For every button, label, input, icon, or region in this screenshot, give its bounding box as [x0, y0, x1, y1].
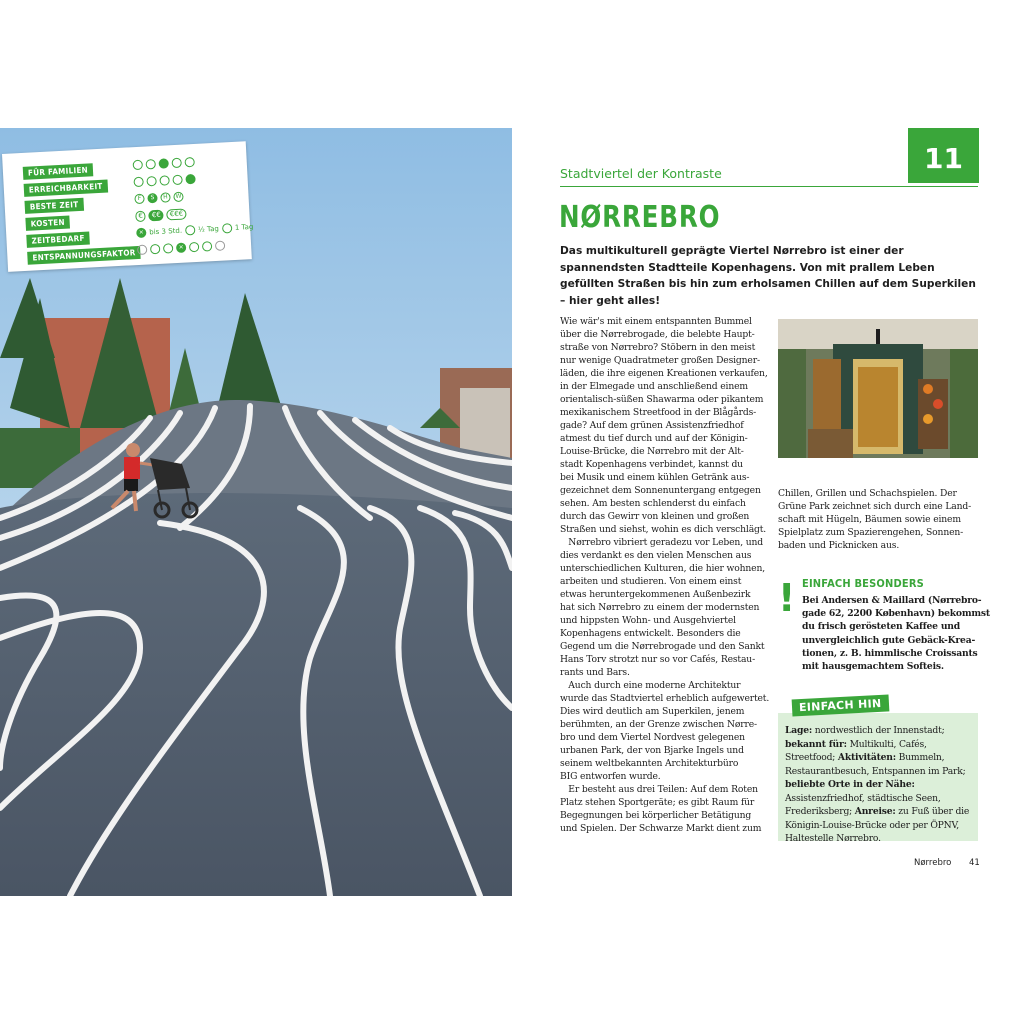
section-title: Stadtviertel der Kontraste [560, 166, 722, 181]
cost-rating [135, 206, 186, 223]
anreise-value: zu Fuß über die Königin-Louise-Brücke oder per ÖPNV, Haltestelle Nørrebro. [785, 806, 970, 844]
bekannt-value: Multikulti, Cafés, Streetfood; [785, 738, 927, 763]
relax-rating [137, 238, 226, 257]
time-option-day: 1 Tag [234, 222, 254, 232]
smiley-filled-icon [185, 174, 196, 185]
smiley-icon [145, 159, 156, 170]
shop-photo [778, 319, 978, 458]
lage-value: nordwestlich der Innenstadt; [812, 725, 945, 736]
smiley-icon [172, 175, 183, 186]
anreise-label: Anreise: [854, 806, 896, 817]
season-winter-icon: W [173, 192, 184, 203]
cost-high-icon: €€€ [166, 208, 186, 220]
time-rating [136, 220, 254, 240]
info-label-familien: FÜR FAMILIEN [23, 163, 94, 180]
reach-rating [133, 172, 196, 189]
info-label-erreichbarkeit: ERREICHBARKEIT [24, 180, 108, 197]
smiley-icon [171, 158, 182, 169]
info-box-text [785, 724, 975, 846]
besonders-heading: EINFACH BESONDERS [802, 577, 924, 590]
page-number: 41 [969, 858, 980, 868]
cost-mid-icon: €€ [149, 209, 164, 221]
title-rule [560, 186, 978, 187]
smiley-icon [159, 175, 170, 186]
circle-icon [189, 242, 200, 253]
smiley-icon [133, 177, 144, 188]
lead-paragraph: Das multikulturell geprägte Viertel Nørrebro ist einer der spannendsten Stadtteile Kopenhagens. Von mit prallem Leben gefüllten Straßen bis hin zum erholsamen Chillen auf dem Superkilen – hier geht alles! [560, 245, 976, 307]
orte-label: beliebte Orte in der Nähe: [785, 779, 915, 790]
circle-icon [202, 241, 213, 252]
info-card [2, 141, 252, 272]
relax-icon [137, 245, 148, 256]
season-spring-icon: F [134, 194, 145, 205]
circle-icon [150, 244, 161, 255]
circle-icon [163, 243, 174, 254]
besonders-text: Bei Andersen & Maillard (Nørrebro- gade 62, 2200 København) bekommst du frisch gerösteten Kaffee und unvergleichlich gute Gebäck-Krea- tionen, z. B. himmlische Croissants mit hausgemachtem Softeis. [802, 595, 990, 673]
footer-title: Nørrebro [914, 858, 952, 868]
info-label-beste-zeit: BESTE ZEIT [24, 198, 83, 214]
page-title: NØRREBRO [559, 200, 721, 235]
hin-badge: EINFACH HIN [792, 694, 889, 716]
chapter-number: 11 [908, 128, 979, 183]
bekannt-label: bekannt für: [785, 738, 847, 750]
smiley-icon [133, 160, 144, 171]
body-column-1: Wie wär's mit einem entspannten Bummel über die Nørrebrogade, die belebte Haupt- straße von Nørrebro? Stöbern in den meist nur wenige Quadratmeter großen Designer- läden, die ihre eigenen Kreationen verkaufen, in der Elmegade und anschließend einem orientalisch-süßen Shawarma oder pikantem mexikanischem Streetfood in der Blågårds- gade? Auf dem grünen Assistenzfriedhof atmest du tief durch und auf der Königin- Louise-Brücke, die Nørrebro mit der Alt- stadt Kopenhagens verbindet, kannst du bei Musik und einem kühlen Getränk aus- gezeichnet dem Sonnenuntergang entgegen sehen. Am besten schlenderst du einfach durch das Gewirr von kleinen und großen Straßen und siehst, wohin es dich verschlägt. Nørrebro vibriert geradezu vor Leben, und dies verdankt es den vielen Menschen aus unterschiedlichen Kulturen, die hier wohnen, arbeiten und studieren. Von einem einst etwas heruntergekommenen Außenbezirk hat sich Nørrebro zu einem der modernsten und hippsten Wohn- und Ausgehviertel Kopenhagens entwickelt. Besonders die Gegend um die Nørrebrogade und den Sankt Hans Torv strotzt nur so vor Cafés, Restau- rants und Bars. Auch durch eine moderne Architektur wurde das Stadtviertel erheblich aufgewertet. Dies wird deutlich am Superkilen, jenem berühmten, an der Grenze zwischen Nørre- bro und dem Viertel Nordvest gelegenen urbanen Park, der von Bjarke Ingels und seinem weltbekannten Architekturbüro BIG entworfen wurde. Er besteht aus drei Teilen: Auf dem Roten Platz stehen Sportgeräte; es gibt Raum für Begegnungen bei körperlicher Betätigung und Spielen. Der Schwarze Markt dient zum [560, 316, 770, 834]
clock-icon [222, 223, 233, 234]
season-summer-icon: S [147, 193, 158, 204]
circle-filled-icon: × [176, 242, 187, 253]
smiley-icon [184, 157, 195, 168]
time-option-3h: bis 3 Std. [149, 226, 183, 237]
time-option-half-day: ½ Tag [197, 224, 220, 234]
info-label-zeitbedarf: ZEITBEDARF [26, 232, 90, 248]
exclamation-icon: ! [778, 576, 796, 620]
lage-label: Lage: [785, 725, 813, 736]
info-label-entspannung: ENTSPANNUNGSFAKTOR [27, 246, 141, 265]
active-icon [215, 240, 226, 251]
aktiv-value: Bummeln, Restaurantbesuch, Entspannen im Park; [785, 752, 966, 777]
smiley-filled-icon [158, 158, 169, 169]
clock-icon: × [136, 228, 147, 239]
clock-icon [185, 225, 196, 236]
info-label-kosten: KOSTEN [25, 216, 70, 231]
smiley-icon [146, 176, 157, 187]
aktiv-label: Aktivitäten: [837, 752, 896, 763]
family-rating [132, 155, 195, 172]
season-rating [134, 190, 184, 207]
orte-value: Assistenzfriedhof, städtische Seen, Frederiksberg; [785, 792, 941, 817]
cost-low-icon: € [135, 210, 146, 222]
body-column-2: Chillen, Grillen und Schachspielen. Der Grüne Park zeichnet sich durch eine Land- schaft mit Hügeln, Bäumen sowie einem Spielplatz zum Spazierengehen, Sonnen- baden und Picknicken aus. [778, 488, 972, 551]
season-autumn-icon: H [160, 192, 171, 203]
